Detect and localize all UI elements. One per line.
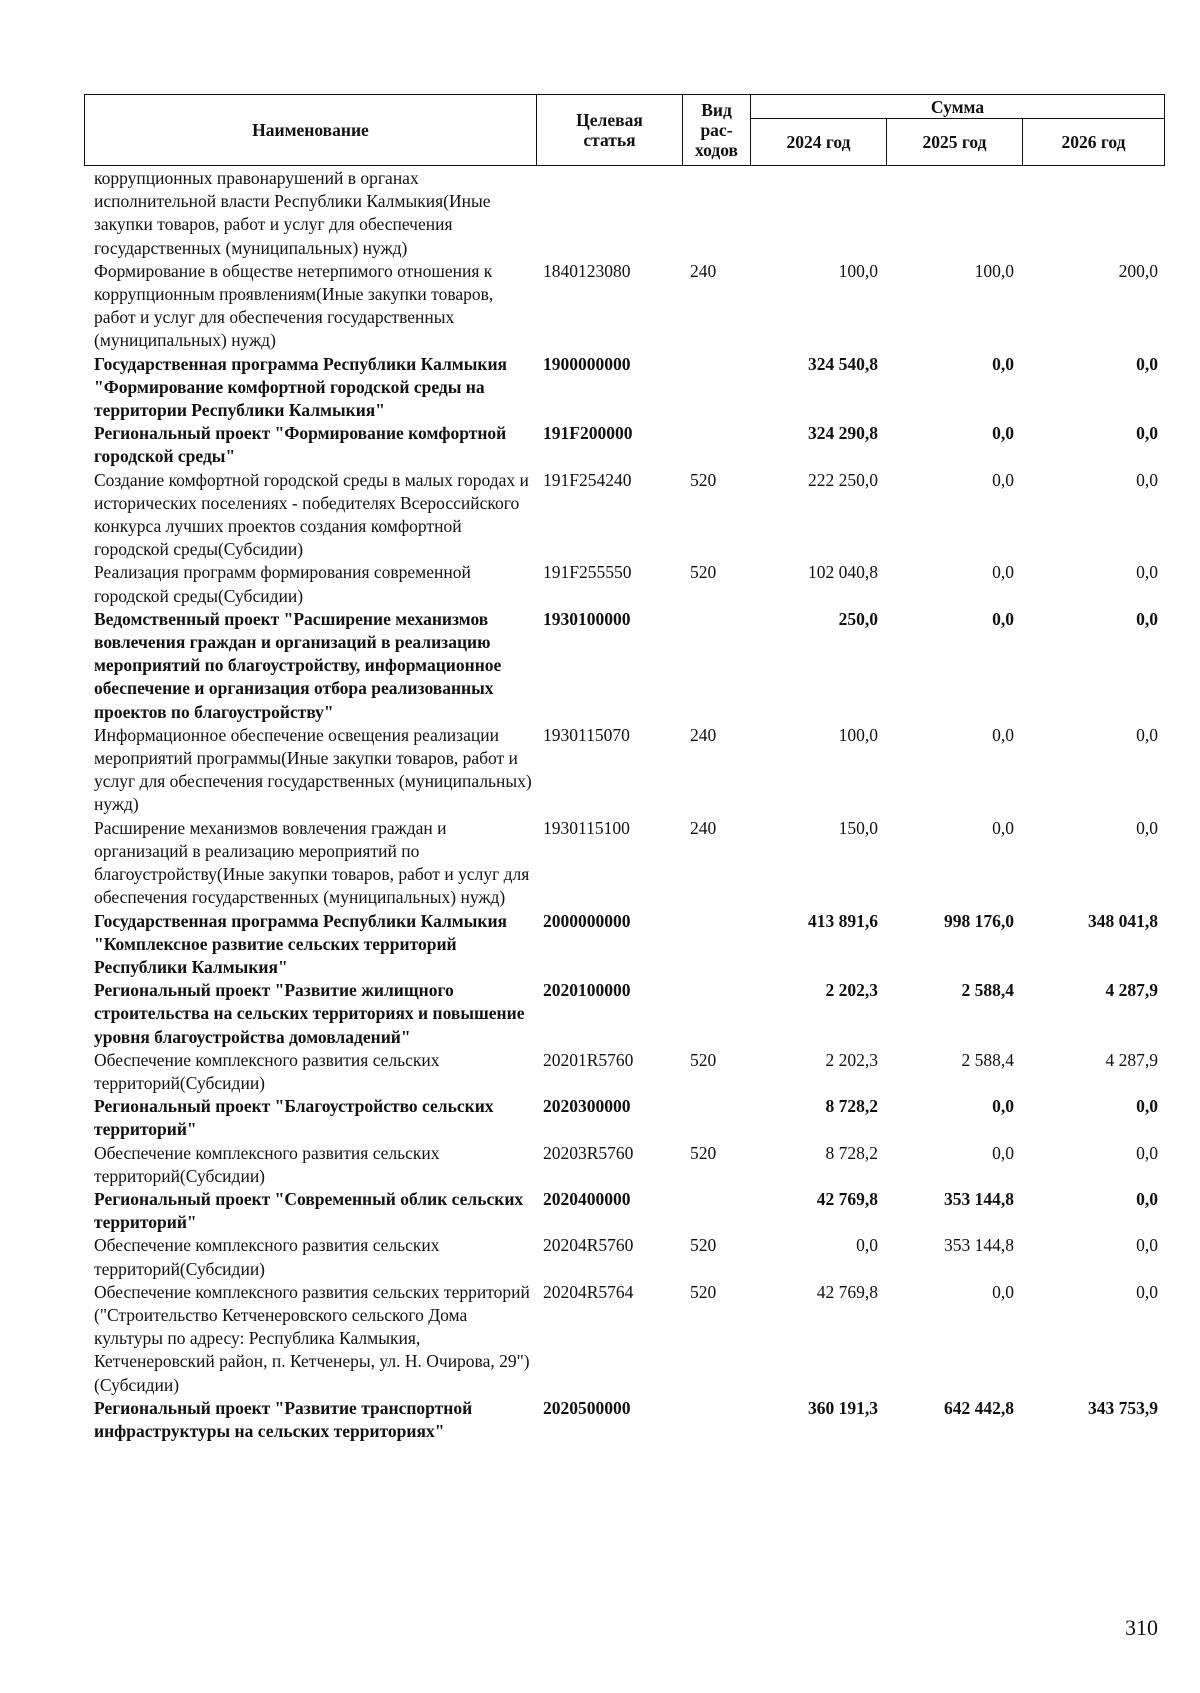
row-amount-2026: 0,0	[1136, 1281, 1158, 1302]
row-amount-2025: 2 588,4	[961, 980, 1014, 1001]
row-name: Региональный проект "Благоустройство сельских территорий"	[94, 1096, 494, 1140]
row-amount-2024: 222 250,0	[808, 469, 878, 490]
row-expense-type	[682, 608, 750, 724]
row-target-article: 2020500000	[543, 1397, 631, 1418]
header-expense-type: Вид рас-ходов	[683, 95, 751, 166]
row-amount-2024: 100,0	[838, 260, 878, 281]
row-expense-type: 240	[690, 724, 717, 745]
row-amount-2026: 0,0	[1136, 353, 1158, 374]
row-amount-2025: 998 176,0	[944, 910, 1014, 931]
header-sum: Сумма	[751, 95, 1165, 119]
row-amount-2025: 0,0	[992, 1281, 1014, 1302]
row-name: Государственная программа Республики Калмыкия "Формирование комфортной городской среды на территории Республики Калмыкия"	[94, 353, 508, 421]
row-amount-2026: 0,0	[1136, 608, 1158, 629]
table-row	[84, 260, 1164, 353]
row-amount-2024: 324 540,8	[808, 353, 878, 374]
row-amount-2026: 0,0	[1136, 724, 1158, 745]
row-name: Региональный проект "Развитие жилищного строительства на сельских территориях и повышение уровня благоустройства домовладений"	[94, 980, 525, 1047]
row-target-article: 1930100000	[543, 608, 631, 629]
table-row	[84, 979, 1164, 1049]
row-target-article: 20201R5760	[543, 1049, 634, 1070]
table-row	[84, 608, 1164, 724]
table-row	[84, 910, 1164, 980]
row-amount-2024: 324 290,8	[808, 423, 878, 444]
row-amount-2026: 4 287,9	[1105, 1049, 1158, 1070]
row-name: Региональный проект "Формирование комфортной городской среды"	[94, 423, 507, 467]
row-amount-2026: 0,0	[1136, 817, 1158, 838]
row-amount-2025: 0,0	[992, 1096, 1014, 1117]
row-amount-2026: 0,0	[1136, 1188, 1158, 1209]
row-amount-2026: 343 753,9	[1088, 1397, 1158, 1418]
row-amount-2024: 8 728,2	[825, 1096, 878, 1117]
row-amount-2024: 2 202,3	[825, 1049, 878, 1070]
row-amount-2024	[750, 167, 886, 260]
row-amount-2026	[1022, 167, 1160, 260]
row-amount-2025: 0,0	[992, 817, 1014, 838]
table-row	[84, 1397, 1164, 1443]
table-row	[84, 469, 1164, 562]
row-target-article: 191F200000	[543, 423, 633, 444]
header-year-2024: 2024 год	[751, 119, 887, 166]
row-name: Региональный проект "Современный облик сельских территорий"	[94, 1188, 524, 1233]
row-target-article: 20203R5760	[543, 1142, 634, 1163]
table-row	[84, 353, 1164, 423]
row-name: Обеспечение комплексного развития сельских территорий(Субсидии)	[94, 1235, 440, 1279]
table-row	[84, 724, 1164, 817]
row-amount-2025: 2 588,4	[961, 1049, 1014, 1070]
row-amount-2026: 0,0	[1136, 469, 1158, 490]
row-target-article: 1840123080	[543, 260, 631, 281]
row-expense-type	[682, 353, 750, 423]
row-amount-2026: 4 287,9	[1105, 980, 1158, 1001]
row-target-article: 191F255550	[543, 562, 632, 583]
row-expense-type: 240	[690, 260, 717, 281]
row-amount-2024: 42 769,8	[816, 1188, 878, 1209]
row-name: Обеспечение комплексного развития сельских территорий(Субсидии)	[94, 1142, 440, 1186]
row-amount-2026: 0,0	[1136, 1235, 1158, 1256]
row-amount-2025	[886, 167, 1022, 260]
row-name: Государственная программа Республики Калмыкия "Комплексное развитие сельских территорий Республики Калмыкия"	[94, 910, 508, 977]
row-amount-2024: 8 728,2	[825, 1142, 878, 1163]
row-expense-type	[682, 910, 750, 980]
row-amount-2024: 42 769,8	[816, 1281, 878, 1302]
table-row	[84, 1095, 1164, 1141]
row-amount-2026: 348 041,8	[1088, 910, 1158, 931]
row-amount-2026: 0,0	[1136, 562, 1158, 583]
row-amount-2025: 0,0	[992, 353, 1014, 374]
row-expense-type: 520	[690, 1281, 717, 1302]
row-target-article: 2020300000	[543, 1096, 631, 1117]
header-year-2026: 2026 год	[1023, 119, 1165, 166]
row-name: Реализация программ формирования современной городской среды(Субсидии)	[94, 562, 471, 606]
row-amount-2025: 100,0	[974, 260, 1014, 281]
row-name: Создание комфортной городской среды в малых городах и исторических поселениях - победителях Всероссийского конкурса лучших проектов создания комфортной городской среды(Субсидии)	[94, 469, 529, 560]
row-amount-2024: 102 040,8	[808, 562, 878, 583]
row-expense-type: 520	[690, 1049, 717, 1070]
row-amount-2024: 100,0	[838, 724, 878, 745]
row-target-article: 2020100000	[543, 980, 631, 1001]
row-name: Ведомственный проект "Расширение механизмов вовлечения граждан и организаций в реализацию мероприятий по благоустройству, информационное обеспечение и организация отбора реализованных проектов по благоустройству"	[94, 608, 502, 722]
row-target-article: 191F254240	[543, 469, 632, 490]
row-target-article: 20204R5760	[543, 1235, 634, 1256]
row-amount-2024: 2 202,3	[825, 980, 878, 1001]
row-expense-type	[682, 979, 750, 1049]
row-amount-2024: 413 891,6	[808, 910, 878, 931]
header-target-article: Целевая статья	[537, 95, 683, 166]
row-amount-2024: 360 191,3	[808, 1397, 878, 1418]
row-amount-2026: 0,0	[1136, 1142, 1158, 1163]
table-row	[84, 1049, 1164, 1095]
row-name: Обеспечение комплексного развития сельских территорий ("Строительство Кетченеровского сельского Дома культуры по адресу: Республика Калмыкия, Кетченеровский район, п. Кетченеры, ул. Н. Очирова, 29")(Субсидии)	[94, 1281, 530, 1395]
row-name: Региональный проект "Развитие транспортной инфраструктуры на сельских территориях"	[94, 1397, 473, 1441]
header-year-2025: 2025 год	[887, 119, 1023, 166]
row-amount-2024: 150,0	[838, 817, 878, 838]
table-header	[84, 94, 1164, 165]
row-amount-2026: 200,0	[1118, 260, 1158, 281]
row-expense-type: 520	[690, 469, 717, 490]
row-target-article	[536, 167, 682, 260]
row-amount-2025: 0,0	[992, 423, 1014, 444]
row-amount-2025: 0,0	[992, 724, 1014, 745]
row-amount-2025: 0,0	[992, 562, 1014, 583]
row-expense-type	[682, 1397, 750, 1443]
row-amount-2025: 642 442,8	[944, 1397, 1014, 1418]
row-amount-2026: 0,0	[1136, 1096, 1158, 1117]
row-amount-2026: 0,0	[1136, 423, 1158, 444]
page-number: 310	[1125, 1615, 1158, 1640]
table-row	[84, 1188, 1164, 1234]
row-target-article: 2020400000	[543, 1188, 631, 1209]
row-amount-2025: 0,0	[992, 1142, 1014, 1163]
table-row	[84, 1234, 1164, 1280]
row-name: Обеспечение комплексного развития сельских территорий(Субсидии)	[94, 1049, 440, 1093]
row-amount-2025: 0,0	[992, 469, 1014, 490]
row-amount-2025: 353 144,8	[944, 1235, 1014, 1256]
table-row	[84, 1142, 1164, 1188]
row-amount-2024: 0,0	[856, 1235, 878, 1256]
row-name: Информационное обеспечение освещения реализации мероприятий программы(Иные закупки товаров, работ и услуг для обеспечения государственных (муниципальных) нужд)	[94, 724, 532, 815]
row-expense-type: 520	[690, 1235, 717, 1256]
row-expense-type	[682, 1095, 750, 1141]
row-expense-type	[682, 422, 750, 468]
row-name: Расширение механизмов вовлечения граждан и организаций в реализацию мероприятий по благоустройству(Иные закупки товаров, работ и услуг для обеспечения государственных (муниципальных) нужд)	[94, 817, 530, 908]
row-expense-type: 240	[690, 817, 717, 838]
row-target-article: 2000000000	[543, 910, 631, 931]
row-target-article: 20204R5764	[543, 1281, 634, 1302]
row-expense-type: 520	[690, 1142, 717, 1163]
row-target-article: 1900000000	[543, 353, 631, 374]
row-target-article: 1930115070	[543, 724, 630, 745]
table-row	[84, 167, 1164, 260]
table-row	[84, 817, 1164, 910]
table-row	[84, 561, 1164, 607]
row-amount-2025: 0,0	[992, 608, 1014, 629]
row-target-article: 1930115100	[543, 817, 630, 838]
table-body	[84, 167, 1164, 1443]
row-amount-2024: 250,0	[838, 608, 878, 629]
row-expense-type	[682, 167, 750, 260]
row-name: коррупционных правонарушений в органах исполнительной власти Республики Калмыкия(Иные закупки товаров, работ и услуг для обеспечения государственных (муниципальных) нужд)	[94, 168, 491, 258]
row-expense-type: 520	[690, 562, 717, 583]
table-row	[84, 422, 1164, 468]
table-row	[84, 1281, 1164, 1397]
row-name: Формирование в обществе нетерпимого отношения к коррупционным проявлениям(Иные закупки товаров, работ и услуг для обеспечения государственных (муниципальных) нужд)	[94, 260, 494, 351]
row-amount-2025: 353 144,8	[944, 1188, 1014, 1209]
row-expense-type	[682, 1188, 750, 1234]
header-name: Наименование	[85, 95, 537, 166]
